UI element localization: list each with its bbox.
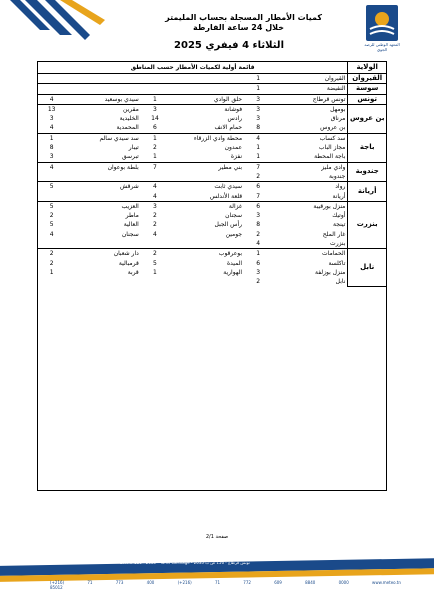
table-row <box>38 259 387 268</box>
table-row <box>38 133 387 143</box>
governorate-column-header: الولاية <box>348 62 387 74</box>
station-2-cell: حلق الوادي <box>169 94 244 104</box>
station-3-cell: العزيب <box>66 201 141 211</box>
station-2-cell: بوعرقوب <box>169 249 244 259</box>
value-1-cell: 3 <box>256 212 261 220</box>
table-row <box>38 84 387 94</box>
table-row <box>38 230 387 239</box>
station-1-cell: نابل <box>335 278 346 286</box>
value-1-cell: 1 <box>244 84 272 94</box>
value-1-cell: 3 <box>244 104 272 114</box>
station-2-cell <box>169 277 244 286</box>
value-2-cell: 1 <box>141 133 169 143</box>
value-1-cell: 6 <box>256 259 261 267</box>
station-3-cell <box>66 239 141 249</box>
station-3-cell <box>66 172 141 182</box>
station-1-cell: غار الملح <box>322 230 346 238</box>
station-3-cell <box>66 84 141 94</box>
value-3-cell: 2 <box>49 212 54 220</box>
governorate-cell: تونس <box>348 94 387 104</box>
table-row <box>38 123 387 133</box>
station-1-cell: أريانة <box>332 192 346 200</box>
station-3-cell <box>66 277 141 286</box>
table-row <box>38 152 387 162</box>
station-1-cell: النفيضة <box>272 84 348 94</box>
value-1-cell: 2 <box>256 172 261 180</box>
header-line2: خلال 24 ساعة الفارطة <box>193 23 284 32</box>
station-3-cell: قربة <box>127 268 139 276</box>
table-row <box>38 172 387 182</box>
value-3-cell: 1 <box>49 268 54 276</box>
table-row <box>38 201 387 211</box>
station-1-cell: باجة المحطة <box>314 153 346 161</box>
station-3-cell: سد سيدي سالم <box>66 133 141 143</box>
decorative-stripes <box>0 0 130 60</box>
station-3-cell: تبرسق <box>121 153 139 161</box>
table-row <box>38 211 387 220</box>
value-1-cell: 1 <box>256 153 261 161</box>
station-1-cell: جندوبة <box>328 172 346 180</box>
footer-address: B. P. n°156 - 2035 - Tunis Carthage - 2035 تونس قرطاج - 156 ص ب <box>120 560 250 565</box>
value-2-cell: 3 <box>141 104 169 114</box>
value-2-cell: 2 <box>141 249 169 259</box>
value-3-cell <box>38 74 66 84</box>
value-1-cell: 1 <box>256 75 261 82</box>
value-3-cell: 3 <box>49 153 54 161</box>
table-row <box>38 220 387 229</box>
value-2-cell: 4 <box>153 230 157 238</box>
table-row <box>38 268 387 277</box>
value-3-cell <box>38 84 66 94</box>
station-1-cell: بن عروس <box>320 124 346 132</box>
value-2-cell <box>141 277 169 286</box>
value-1-cell: 2 <box>256 230 261 238</box>
value-1-cell: 3 <box>256 115 261 123</box>
value-3-cell <box>38 277 66 286</box>
station-2-cell: نفزة <box>230 153 243 161</box>
value-2-cell: 1 <box>153 153 157 161</box>
value-3-cell: 1 <box>38 133 66 143</box>
station-1-cell: الحمامات <box>272 249 348 259</box>
table-row <box>38 249 387 259</box>
station-2-cell <box>169 172 244 182</box>
value-3-cell <box>38 239 66 249</box>
station-3-cell: مقرين <box>66 104 141 114</box>
station-2-cell: قلعة الأندلس <box>209 192 243 200</box>
station-2-cell: سيدي ثابت <box>169 182 244 192</box>
governorate-cell: بنزرت <box>348 201 387 248</box>
value-2-cell: 2 <box>153 221 157 229</box>
value-3-cell: 5 <box>38 182 66 192</box>
station-3-cell <box>66 74 141 84</box>
footer-phone-2: (+216) 71 772 609 <box>177 580 282 585</box>
station-3-cell: العالية <box>123 221 139 229</box>
station-1-cell: تونس قرطاج <box>272 94 348 104</box>
institute-logo-icon <box>366 5 398 41</box>
station-2-cell: غزالة <box>169 201 244 211</box>
table-header-row <box>38 62 387 74</box>
station-1-cell: أوتيك <box>332 212 346 220</box>
station-1-cell: بومهل <box>272 104 348 114</box>
station-3-cell: المحمدية <box>116 124 139 132</box>
value-3-cell: 5 <box>38 201 66 211</box>
value-3-cell: 2 <box>49 259 54 267</box>
table-row <box>38 277 387 286</box>
governorate-cell: جندوبة <box>348 162 387 182</box>
station-3-cell: سيدي بوسعيد <box>66 94 141 104</box>
table-row <box>38 114 387 123</box>
footer-number-1: 8840 0000 <box>305 580 349 585</box>
value-2-cell <box>141 172 169 182</box>
table-row <box>38 104 387 114</box>
value-2-cell: 4 <box>153 192 157 200</box>
station-2-cell: بني مطير <box>169 162 244 172</box>
table-row <box>38 143 387 152</box>
governorate-cell: سوسة <box>348 84 387 94</box>
value-3-cell: 5 <box>49 221 54 229</box>
station-1-cell: بنزرت <box>330 240 346 248</box>
governorate-cell: باجة <box>348 133 387 162</box>
table-row <box>38 162 387 172</box>
value-1-cell: 1 <box>256 144 261 152</box>
station-3-cell: سجنان <box>121 230 139 238</box>
value-3-cell: 4 <box>49 124 54 132</box>
table-row <box>38 74 387 84</box>
value-1-cell: 1 <box>244 249 272 259</box>
governorate-cell: أريانة <box>348 182 387 202</box>
footer-website: www.meteo.tn <box>372 580 401 585</box>
table-row <box>38 94 387 104</box>
value-1-cell: 4 <box>256 240 261 248</box>
value-2-cell: 7 <box>141 162 169 172</box>
table-row <box>38 182 387 192</box>
value-1-cell: 6 <box>244 201 272 211</box>
station-2-cell: جومين <box>225 230 243 238</box>
station-3-cell: ماطر <box>125 212 139 220</box>
header-date: الثلاثاء 4 فيفري 2025 <box>174 40 284 51</box>
footer <box>0 556 434 590</box>
value-1-cell: 8 <box>256 221 261 229</box>
value-1-cell: 8 <box>256 124 261 132</box>
station-2-cell: فوشانة <box>169 104 244 114</box>
value-3-cell <box>38 192 66 202</box>
value-2-cell <box>141 74 169 84</box>
value-3-cell: 4 <box>38 94 66 104</box>
table-row <box>38 239 387 249</box>
footer-phone-1: (+216) 71 773 400 <box>50 580 155 585</box>
table-row <box>38 192 387 202</box>
station-3-cell: قرمبالية <box>118 259 139 267</box>
value-2-cell <box>141 84 169 94</box>
station-3-cell <box>66 192 141 202</box>
logo-caption: المعهد الوطني للرصد الجوي <box>364 42 400 52</box>
table-title: قائمة أولية لكميات الأمطار حسب المناطق <box>38 62 348 74</box>
station-2-cell: الهوارية <box>223 268 243 276</box>
header-line1: كميات الأمطار المسجلة بحساب المليمتر <box>165 13 322 22</box>
station-2-cell: سجنان <box>225 212 243 220</box>
value-1-cell: 3 <box>244 94 272 104</box>
station-1-cell: منزل بوزلفة <box>315 268 346 276</box>
value-3-cell: 4 <box>38 162 66 172</box>
station-2-cell: رادس <box>227 115 243 123</box>
station-3-cell: دار شعبان <box>66 249 141 259</box>
station-2-cell <box>169 74 244 84</box>
governorate-cell: نابل <box>348 249 387 287</box>
station-2-cell: رأس الجبل <box>214 221 243 229</box>
value-1-cell: 6 <box>244 182 272 192</box>
station-2-cell <box>169 239 244 249</box>
station-1-cell: القيروان <box>324 75 346 82</box>
value-2-cell: 5 <box>153 259 157 267</box>
station-1-cell: منزل بورقيبة <box>272 201 348 211</box>
value-1-cell: 4 <box>244 133 272 143</box>
footer-number-2: 85012 <box>50 585 63 590</box>
station-1-cell: وادي مليز <box>272 162 348 172</box>
station-3-cell: تيبار <box>128 144 139 152</box>
value-3-cell: 2 <box>38 249 66 259</box>
value-2-cell: 2 <box>153 212 157 220</box>
value-3-cell: 4 <box>49 230 54 238</box>
station-1-cell: مجاز الباب <box>318 144 346 152</box>
station-3-cell: الخليدية <box>119 115 139 123</box>
value-2-cell: 1 <box>153 268 157 276</box>
footer-contacts <box>50 580 434 590</box>
governorate-cell: بن عروس <box>348 104 387 133</box>
station-3-cell: بلطة بوعوان <box>66 162 141 172</box>
value-2-cell: 4 <box>141 182 169 192</box>
value-1-cell: 2 <box>256 278 261 286</box>
station-2-cell: حمام الانف <box>214 124 243 132</box>
value-3-cell: 13 <box>38 104 66 114</box>
value-2-cell: 14 <box>151 115 159 123</box>
station-1-cell: سد كساب <box>272 133 348 143</box>
value-1-cell: 7 <box>244 162 272 172</box>
station-2-cell <box>169 84 244 94</box>
governorate-cell: القيروان <box>348 74 387 84</box>
station-1-cell: رواد <box>272 182 348 192</box>
value-3-cell: 3 <box>49 115 54 123</box>
value-1-cell: 7 <box>256 192 261 200</box>
value-2-cell <box>141 239 169 249</box>
value-2-cell: 6 <box>153 124 157 132</box>
station-2-cell: الميدة <box>227 259 243 267</box>
value-2-cell: 2 <box>153 144 157 152</box>
value-3-cell <box>38 172 66 182</box>
value-1-cell: 3 <box>256 268 261 276</box>
station-2-cell: عمدون <box>224 144 243 152</box>
rainfall-table <box>37 61 387 287</box>
station-3-cell: شرقش <box>66 182 141 192</box>
page-number: صفحة 2/1 <box>205 534 229 540</box>
station-1-cell: تينجة <box>333 221 346 229</box>
value-2-cell: 1 <box>141 94 169 104</box>
station-1-cell: تاكلسة <box>328 259 346 267</box>
station-2-cell: محطة وادي الزرقاء <box>169 133 244 143</box>
value-3-cell: 8 <box>49 144 54 152</box>
station-1-cell: مرناق <box>330 115 346 123</box>
value-2-cell: 3 <box>141 201 169 211</box>
